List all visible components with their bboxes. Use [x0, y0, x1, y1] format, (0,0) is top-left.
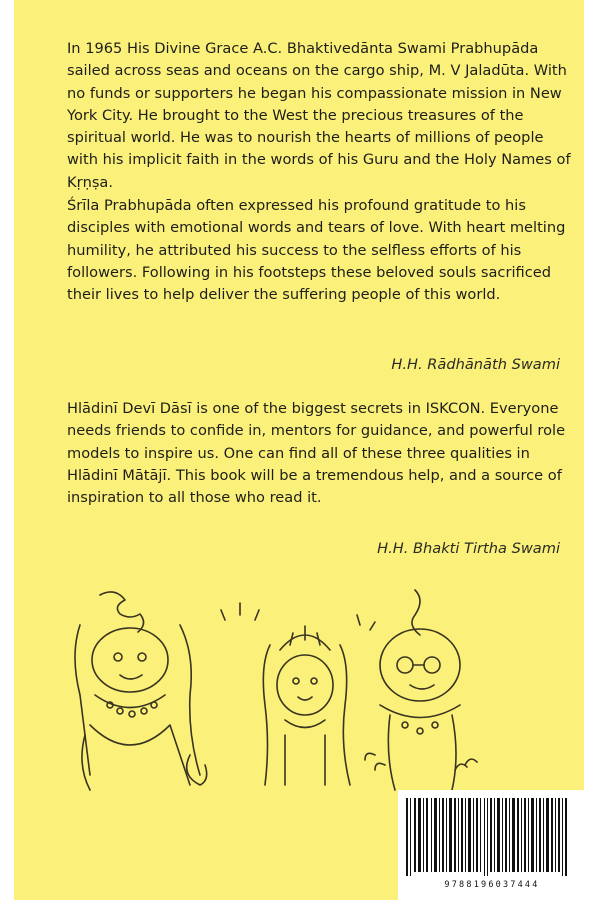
paragraph-gratitude: Śrīla Prabhupāda often expressed his profound gratitude to his disciples with emotional words and tears of love. With heart melting humility, he attributed his success to the selfless efforts of his followers. Following in his footsteps these beloved souls sacrificed their lives to help deliver the suffering people of this world.	[67, 197, 566, 304]
signature-bhakti-tirtha-swami: H.H. Bhakti Tirtha Swami	[377, 540, 560, 557]
barcode-number: 9788196037444	[444, 880, 540, 890]
sketch-illustration	[60, 585, 480, 800]
paragraph-hladini: Hlādinī Devī Dāsī is one of the biggest secrets in ISKCON. Everyone needs friends to confide in, mentors for guidance, and powerful role models to inspire us. One can find all of these three qualities in Hlādinī Mātājī. This book will be a tremendous help, and a source of inspiration to all those who read it.	[67, 400, 566, 507]
signature-radhanath-swami: H.H. Rādhānāth Swami	[391, 356, 560, 373]
paragraph-prabhupada: In 1965 His Divine Grace A.C. Bhaktivedānta Swami Prabhupāda sailed across seas and oceans on the cargo ship, M. V Jaladūta. With no funds or supporters he began his compassionate mission in New York City. He brought to the West the precious treasures of the spiritual world. He was to nourish the hearts of millions of people with his implicit faith in the words of his Guru and the Holy Names of Kṛṇṣa.	[67, 40, 571, 191]
